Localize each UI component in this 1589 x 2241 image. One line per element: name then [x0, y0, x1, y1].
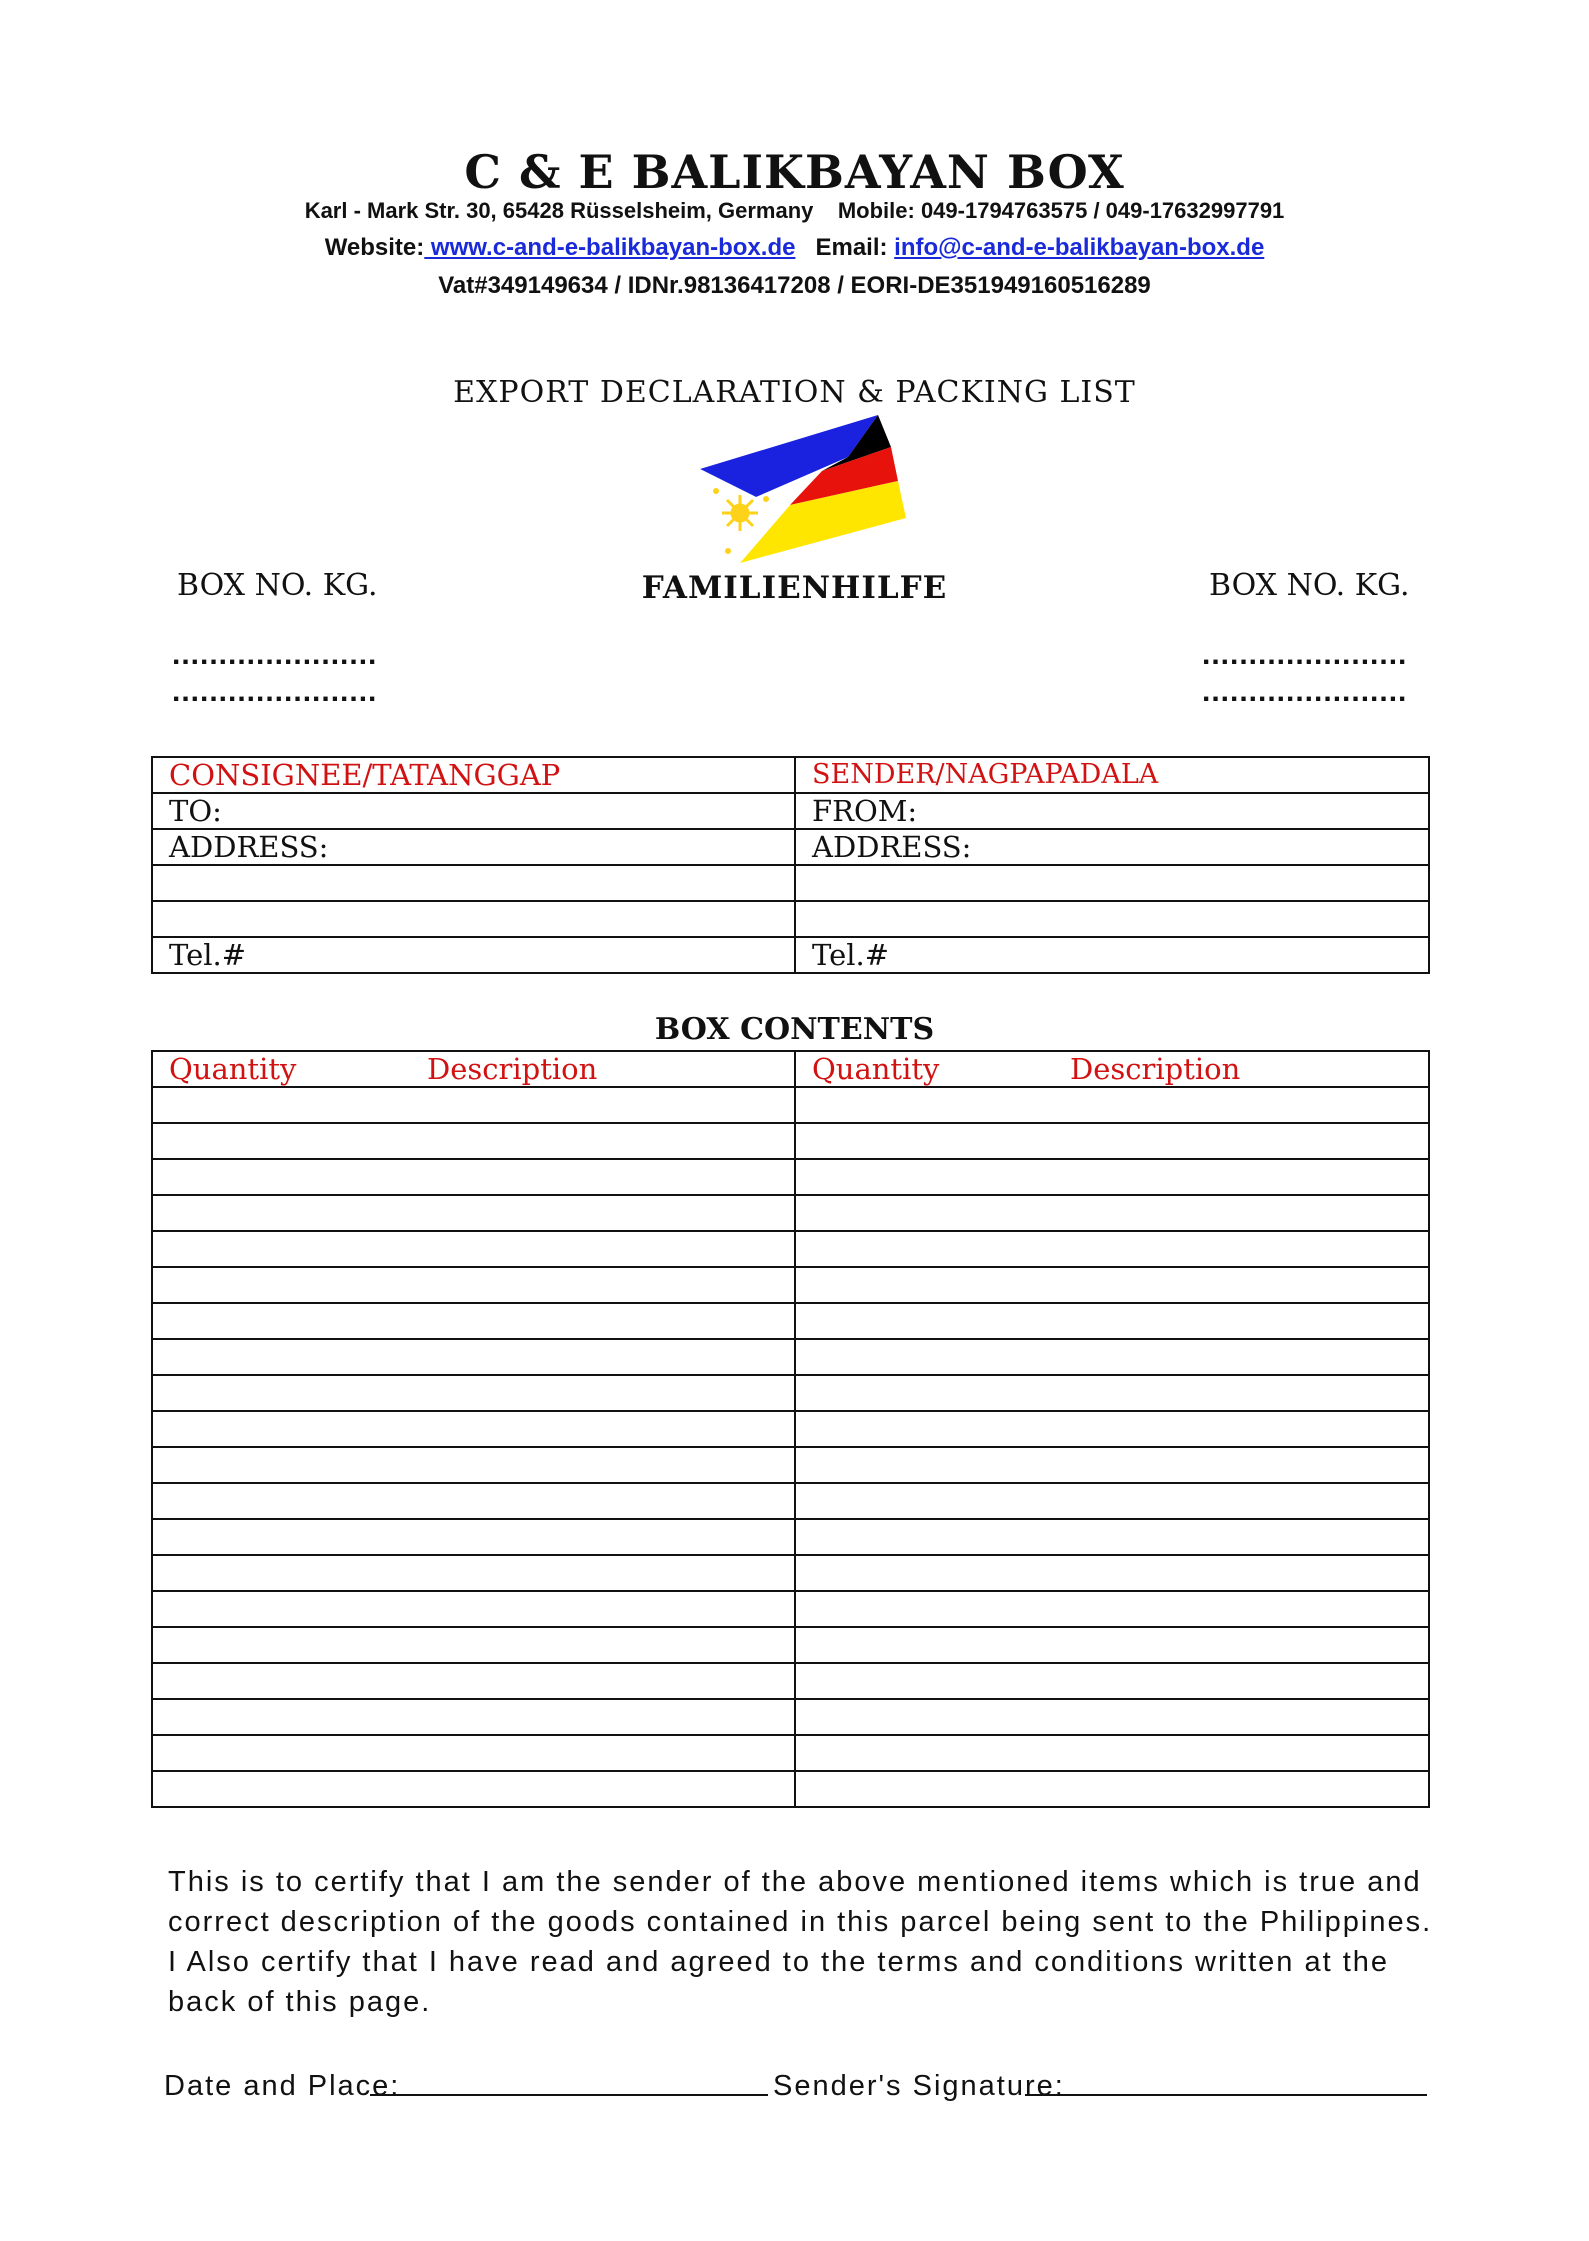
familienhilfe-title: FAMILIENHILFE	[641, 570, 948, 606]
table-row	[152, 1303, 1429, 1339]
email-label: Email:	[815, 234, 888, 261]
contents-cell-right[interactable]	[795, 1159, 1429, 1195]
contents-cell-right[interactable]	[795, 1195, 1429, 1231]
sender-tel-field[interactable]	[795, 937, 1429, 973]
table-row	[152, 1231, 1429, 1267]
contents-cell-left[interactable]	[152, 1411, 795, 1447]
box-no-blank-left: ......................	[172, 638, 378, 671]
consignee-address-field[interactable]	[152, 829, 795, 865]
contents-header-left	[152, 1051, 795, 1087]
contents-cell-right[interactable]	[795, 1663, 1429, 1699]
box-contents-table	[151, 1050, 1430, 1808]
sender-heading: SENDER/NAGPAPADALA	[795, 757, 1429, 793]
tel-label: Tel.#	[169, 938, 247, 972]
description-header: Description	[1070, 1052, 1241, 1086]
contents-cell-left[interactable]	[152, 1519, 795, 1555]
date-place-label: Date and Place:	[164, 2070, 401, 2102]
contents-cell-right[interactable]	[795, 1555, 1429, 1591]
box-no-blank-right: ......................	[1202, 638, 1408, 671]
table-row	[152, 1375, 1429, 1411]
contents-cell-left[interactable]	[152, 1087, 795, 1123]
contents-cell-left[interactable]	[152, 1483, 795, 1519]
contents-cell-left[interactable]	[152, 1195, 795, 1231]
sender-address-line-3[interactable]	[795, 901, 1429, 937]
company-address: Karl - Mark Str. 30, 65428 Rüsselsheim, Germany Mobile: 049-1794763575 / 049-17632997791	[304, 198, 1285, 223]
contents-cell-left[interactable]	[152, 1303, 795, 1339]
contents-cell-right[interactable]	[795, 1483, 1429, 1519]
description-header: Description	[427, 1052, 598, 1086]
contents-cell-right[interactable]	[795, 1375, 1429, 1411]
contents-cell-left[interactable]	[152, 1699, 795, 1735]
consignee-tel-field[interactable]	[152, 937, 795, 973]
sender-signature-label: Sender's Signature:	[773, 2070, 1065, 2102]
contents-cell-left[interactable]	[152, 1267, 795, 1303]
sender-from-field[interactable]	[795, 793, 1429, 829]
address-label: ADDRESS:	[812, 830, 972, 864]
contents-cell-right[interactable]	[795, 1699, 1429, 1735]
table-row	[152, 1159, 1429, 1195]
contents-cell-left[interactable]	[152, 1375, 795, 1411]
tel-label: Tel.#	[812, 938, 890, 972]
sender-address-line-2[interactable]	[795, 865, 1429, 901]
kg-blank-left: ......................	[172, 675, 378, 708]
contents-cell-right[interactable]	[795, 1771, 1429, 1807]
consignee-to-field[interactable]	[152, 793, 795, 829]
contact-line	[0, 234, 1589, 262]
document-title: EXPORT DECLARATION & PACKING LIST	[453, 375, 1136, 410]
table-row	[152, 1267, 1429, 1303]
box-contents-title: BOX CONTENTS	[654, 1012, 935, 1047]
table-row	[152, 1123, 1429, 1159]
certification-text: This is to certify that I am the sender of the above mentioned items which is true and correct description of the goods contained in this parcel being sent to the Philippines. I Also certify that I have read and agreed to the terms and conditions written at the back of this page.	[168, 1866, 1433, 2018]
box-no-kg-left: BOX NO. KG.	[177, 568, 378, 603]
date-place-field[interactable]	[370, 2092, 768, 2096]
table-row	[152, 1339, 1429, 1375]
table-row	[152, 1447, 1429, 1483]
kg-blank-right: ......................	[1202, 675, 1408, 708]
sender-address-field[interactable]	[795, 829, 1429, 865]
table-row	[152, 1771, 1429, 1807]
contents-cell-right[interactable]	[795, 1231, 1429, 1267]
table-row	[152, 1555, 1429, 1591]
contents-cell-right[interactable]	[795, 1123, 1429, 1159]
website-link[interactable]: www.c-and-e-balikbayan-box.de	[424, 234, 796, 261]
box-contents-header-row	[152, 1051, 1429, 1087]
contents-cell-right[interactable]	[795, 1087, 1429, 1123]
table-row	[152, 1699, 1429, 1735]
contents-cell-left[interactable]	[152, 1555, 795, 1591]
contents-cell-right[interactable]	[795, 1411, 1429, 1447]
contents-cell-right[interactable]	[795, 1735, 1429, 1771]
contents-cell-left[interactable]	[152, 1231, 795, 1267]
contents-cell-right[interactable]	[795, 1447, 1429, 1483]
contents-cell-left[interactable]	[152, 1627, 795, 1663]
table-row	[152, 1591, 1429, 1627]
contents-cell-left[interactable]	[152, 1339, 795, 1375]
table-row	[152, 1483, 1429, 1519]
table-row	[152, 1195, 1429, 1231]
contents-cell-right[interactable]	[795, 1303, 1429, 1339]
table-row	[152, 1627, 1429, 1663]
box-contents-rows	[152, 1087, 1429, 1807]
to-label: TO:	[169, 794, 222, 828]
contents-cell-left[interactable]	[152, 1735, 795, 1771]
table-row	[152, 1735, 1429, 1771]
vat-line: Vat#349149634 / IDNr.98136417208 / EORI-DE351949160516289	[438, 272, 1151, 299]
contents-cell-left[interactable]	[152, 1591, 795, 1627]
consignee-address-line-2[interactable]	[152, 865, 795, 901]
from-label: FROM:	[812, 794, 918, 828]
contents-cell-right[interactable]	[795, 1591, 1429, 1627]
contents-cell-right[interactable]	[795, 1519, 1429, 1555]
contents-cell-left[interactable]	[152, 1447, 795, 1483]
consignee-address-line-3[interactable]	[152, 901, 795, 937]
contents-cell-left[interactable]	[152, 1159, 795, 1195]
contents-header-right	[795, 1051, 1429, 1087]
parties-table	[151, 756, 1430, 974]
sender-signature-field[interactable]	[1025, 2092, 1427, 2096]
contents-cell-left[interactable]	[152, 1123, 795, 1159]
box-no-kg-right: BOX NO. KG.	[1209, 568, 1410, 603]
table-row	[152, 1519, 1429, 1555]
contents-cell-right[interactable]	[795, 1627, 1429, 1663]
quantity-header: Quantity	[812, 1052, 940, 1086]
contents-cell-left[interactable]	[152, 1771, 795, 1807]
table-row	[152, 1087, 1429, 1123]
company-name: C & E BALIKBAYAN BOX	[464, 145, 1125, 199]
consignee-heading: CONSIGNEE/TATANGGAP	[152, 757, 795, 793]
quantity-header: Quantity	[169, 1052, 297, 1086]
contents-cell-right[interactable]	[795, 1339, 1429, 1375]
email-link[interactable]: info@c-and-e-balikbayan-box.de	[894, 234, 1265, 261]
table-row	[152, 1411, 1429, 1447]
table-row	[152, 1663, 1429, 1699]
website-label: Website:	[324, 234, 425, 261]
contents-cell-left[interactable]	[152, 1663, 795, 1699]
philippines-germany-flag-logo	[698, 415, 908, 565]
contents-cell-right[interactable]	[795, 1267, 1429, 1303]
address-label: ADDRESS:	[169, 830, 329, 864]
sun-icon	[722, 495, 758, 531]
